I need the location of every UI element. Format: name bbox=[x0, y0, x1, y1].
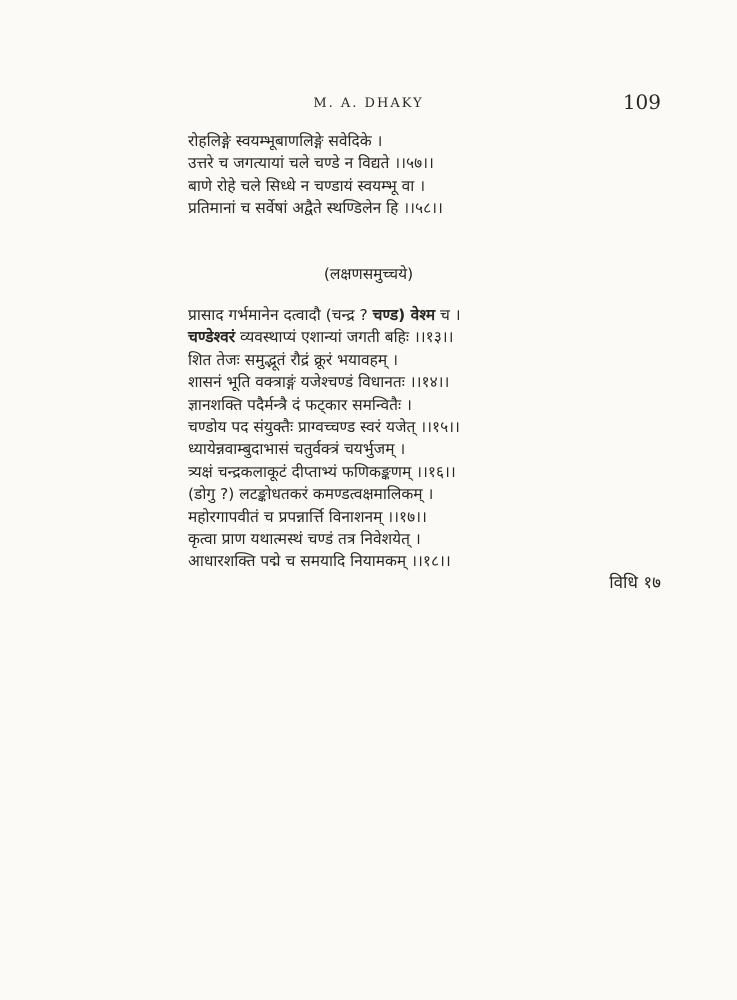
verse-text: प्रासाद गर्भमानेन दत्वादौ (चन्द्र ? bbox=[188, 306, 373, 324]
verse-block-1 bbox=[188, 130, 688, 220]
verse-line: शासनं भूति वक्त्राङ्गं यजेश्चण्डं विधानतः ।।१४।। bbox=[188, 373, 450, 392]
page-number: 109 bbox=[622, 90, 661, 114]
verse-line bbox=[188, 326, 688, 348]
verse-line: प्रतिमानां च सर्वेषां अद्वैते स्थण्डिलेन हि ।।५८।। bbox=[188, 199, 443, 218]
section-heading: (लक्षणसमुच्चये) bbox=[323, 265, 414, 283]
verse-line: उत्तरे च जगत्यायां चले चण्डे न विद्यते ।।५७।। bbox=[188, 154, 434, 173]
running-head: M. A. DHAKY bbox=[313, 96, 424, 111]
verse-text-bold: चण्ड) वेश्म bbox=[372, 306, 436, 324]
verse-line: बाणे रोहे चले सिध्धे न चण्डायं स्वयम्भू वा । bbox=[188, 176, 426, 195]
verse-line: महोरगापवीतं च प्रपन्नार्त्ति विनाशनम् ।।१७।। bbox=[188, 507, 427, 526]
verse-line: चण्डोय पद संयुक्तैः प्राग्वच्चण्ड स्वरं यजेत् ।।१५।। bbox=[188, 417, 460, 436]
verse-line bbox=[188, 304, 688, 326]
verse-line: शित तेजः समुद्भूतं रौद्रं क्रूरं भयावहम् । bbox=[188, 350, 398, 369]
verse-line: आधारशक्ति पद्मे च समयादि नियामकम् ।।१८।। bbox=[188, 552, 451, 571]
verse-line: त्र्यक्षं चन्द्रकलाकूटं दीप्ताभ्यं फणिकङ्कणम् ।।१६।। bbox=[188, 462, 456, 481]
verse-text-bold: चण्डेश्वरं bbox=[188, 328, 236, 347]
verse-block-2 bbox=[188, 304, 688, 573]
verse-line: रोहलिङ्गे स्वयम्भूबाणलिङ्गे सवेदिके । bbox=[188, 132, 383, 150]
verse-line: ध्यायेन्नवाम्बुदाभासं चतुर्वक्त्रं चयर्भुजम् । bbox=[188, 440, 406, 459]
margin-note: विधि १७ bbox=[609, 573, 661, 593]
verse-text: च । bbox=[435, 306, 461, 324]
verse-text: व्यवस्थाप्यं एशान्यां जगती बहिः ।।१३।। bbox=[235, 328, 454, 347]
verse-line: ज्ञानशक्ति पदैर्मन्त्रै दं फट्कार समन्वितैः । bbox=[188, 395, 412, 414]
verse-line: (डोगु ?) लटङ्कोधतकरं कमण्डत्वक्षमालिकम् । bbox=[188, 485, 434, 504]
verse-line: कृत्वा प्राण यथात्मस्थं चण्डं तत्र निवेशयेत् । bbox=[188, 529, 421, 548]
